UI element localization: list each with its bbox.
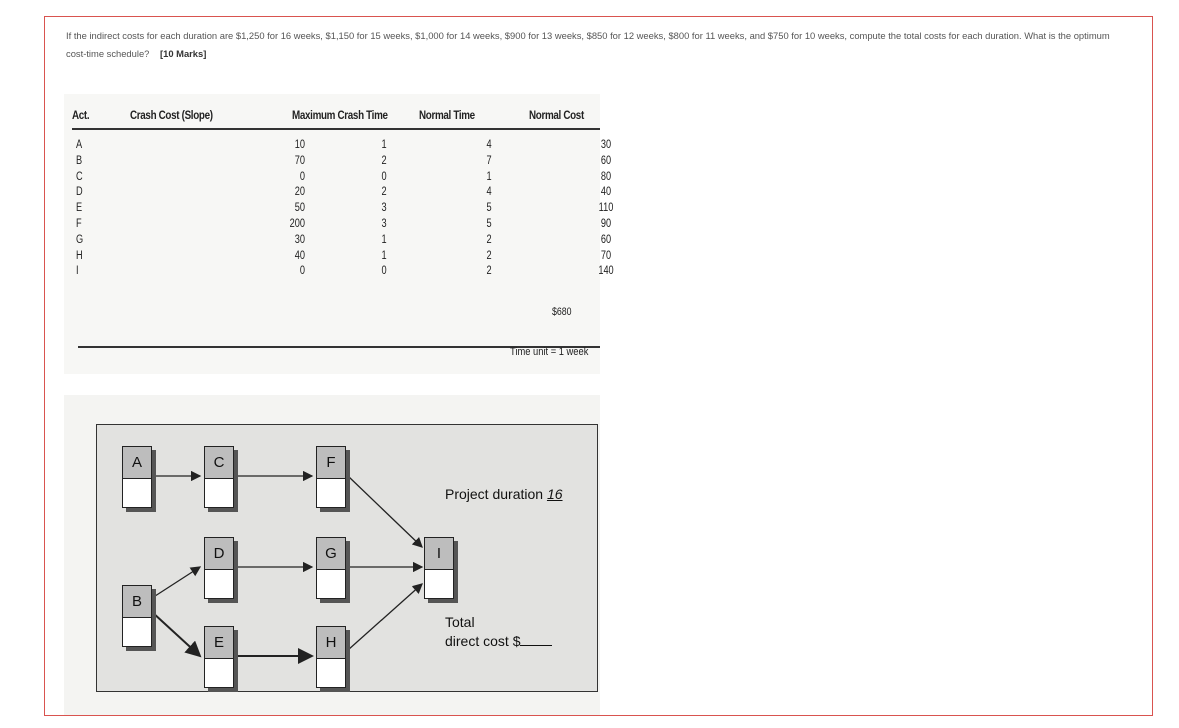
node-i: I	[424, 537, 454, 599]
node-f: F	[316, 446, 346, 508]
project-duration-label: Project duration 16	[445, 486, 563, 502]
arrow-b-e	[152, 612, 200, 656]
table-cell-normal-cost: 60	[600, 233, 612, 246]
table-cell-slope: 50	[294, 202, 305, 215]
table-cell-normal-time: 5	[486, 202, 492, 215]
table-cell-act: F	[76, 217, 82, 230]
node-c: C	[204, 446, 234, 508]
table-cell-normal-cost: 60	[600, 154, 612, 167]
table-cell-normal-time: 7	[486, 154, 492, 167]
table-cell-normal-time: 4	[486, 139, 492, 151]
table-cell-slope: 0	[299, 265, 305, 278]
direct-cost-blank	[520, 633, 552, 646]
table-cell-act: H	[76, 249, 83, 262]
node-g: G	[316, 537, 346, 599]
table-cell-slope: 10	[294, 139, 305, 151]
table-cell-crash: 2	[381, 154, 387, 167]
time-unit-note: Time unit = 1 week	[510, 346, 589, 358]
table-cell-act: E	[76, 202, 83, 215]
table-cell-crash: 3	[381, 202, 387, 215]
header-crash: Maximum Crash Time	[292, 108, 388, 122]
table-cell-crash: 3	[381, 217, 387, 230]
header-slope: Crash Cost (Slope)	[130, 108, 213, 122]
total-normal-cost: $680	[552, 306, 572, 318]
table-cell-crash: 0	[381, 170, 387, 183]
arrow-f-i	[348, 476, 422, 547]
table-cell-act: A	[76, 139, 83, 151]
table-cell-normal-time: 2	[486, 233, 492, 246]
table-cell-normal-time: 5	[486, 217, 492, 230]
table-cell-normal-cost: 90	[600, 217, 612, 230]
arrow-h-i	[348, 584, 422, 650]
table-cell-crash: 1	[381, 233, 387, 246]
table-cell-normal-cost: 80	[600, 170, 612, 183]
node-d: D	[204, 537, 234, 599]
table-cell-normal-cost: 110	[598, 202, 614, 215]
table-cell-slope: 20	[294, 186, 305, 199]
table-cell-slope: 30	[294, 233, 305, 246]
header-normal-time: Normal Time	[419, 108, 475, 122]
header-normal-cost: Normal Cost	[529, 108, 584, 122]
project-duration-value: 16	[546, 486, 563, 502]
node-a: A	[122, 446, 152, 508]
table-cell-act: G	[76, 233, 84, 246]
table-cell-slope: 200	[289, 217, 305, 230]
table-cell-act: B	[76, 154, 83, 167]
table-cell-slope: 0	[299, 170, 305, 183]
table-cell-normal-time: 4	[486, 186, 492, 199]
direct-cost-label: direct cost $	[445, 633, 552, 649]
table-cell-crash: 1	[381, 139, 387, 151]
table-cell-normal-cost: 30	[600, 139, 612, 151]
table-cell-normal-time: 2	[486, 265, 492, 278]
node-b: B	[122, 585, 152, 647]
node-h: H	[316, 626, 346, 688]
table-cell-act: C	[76, 170, 83, 183]
header-act: Act.	[72, 108, 90, 122]
marks-label: [10 Marks]	[159, 48, 207, 59]
table-cell-normal-cost: 70	[600, 249, 612, 262]
table-cell-slope: 40	[294, 249, 305, 262]
arrow-b-d	[152, 567, 200, 598]
table-cell-normal-time: 2	[486, 249, 492, 262]
table-cell-normal-cost: 40	[600, 186, 612, 199]
node-e: E	[204, 626, 234, 688]
table-cell-slope: 70	[294, 154, 305, 167]
table-cell-crash: 0	[381, 265, 387, 278]
table-cell-crash: 1	[381, 249, 387, 262]
table-cell-act: D	[76, 186, 83, 199]
table-cell-crash: 2	[381, 186, 387, 199]
table-cell-act: I	[76, 265, 79, 278]
table-cell-normal-time: 1	[486, 170, 492, 183]
table-cell-normal-cost: 140	[598, 265, 614, 278]
total-label: Total	[445, 614, 475, 630]
question-text: If the indirect costs for each duration are $1,250 for 16 weeks, $1,150 for 15 weeks, $1,000 for 14 weeks, $900 for 13 weeks, $850 for 12 weeks, $800 for 11 weeks, and $750 for 10 weeks, compute the total costs for each duration. What is the optimum cost-time schedule?	[66, 30, 1110, 59]
